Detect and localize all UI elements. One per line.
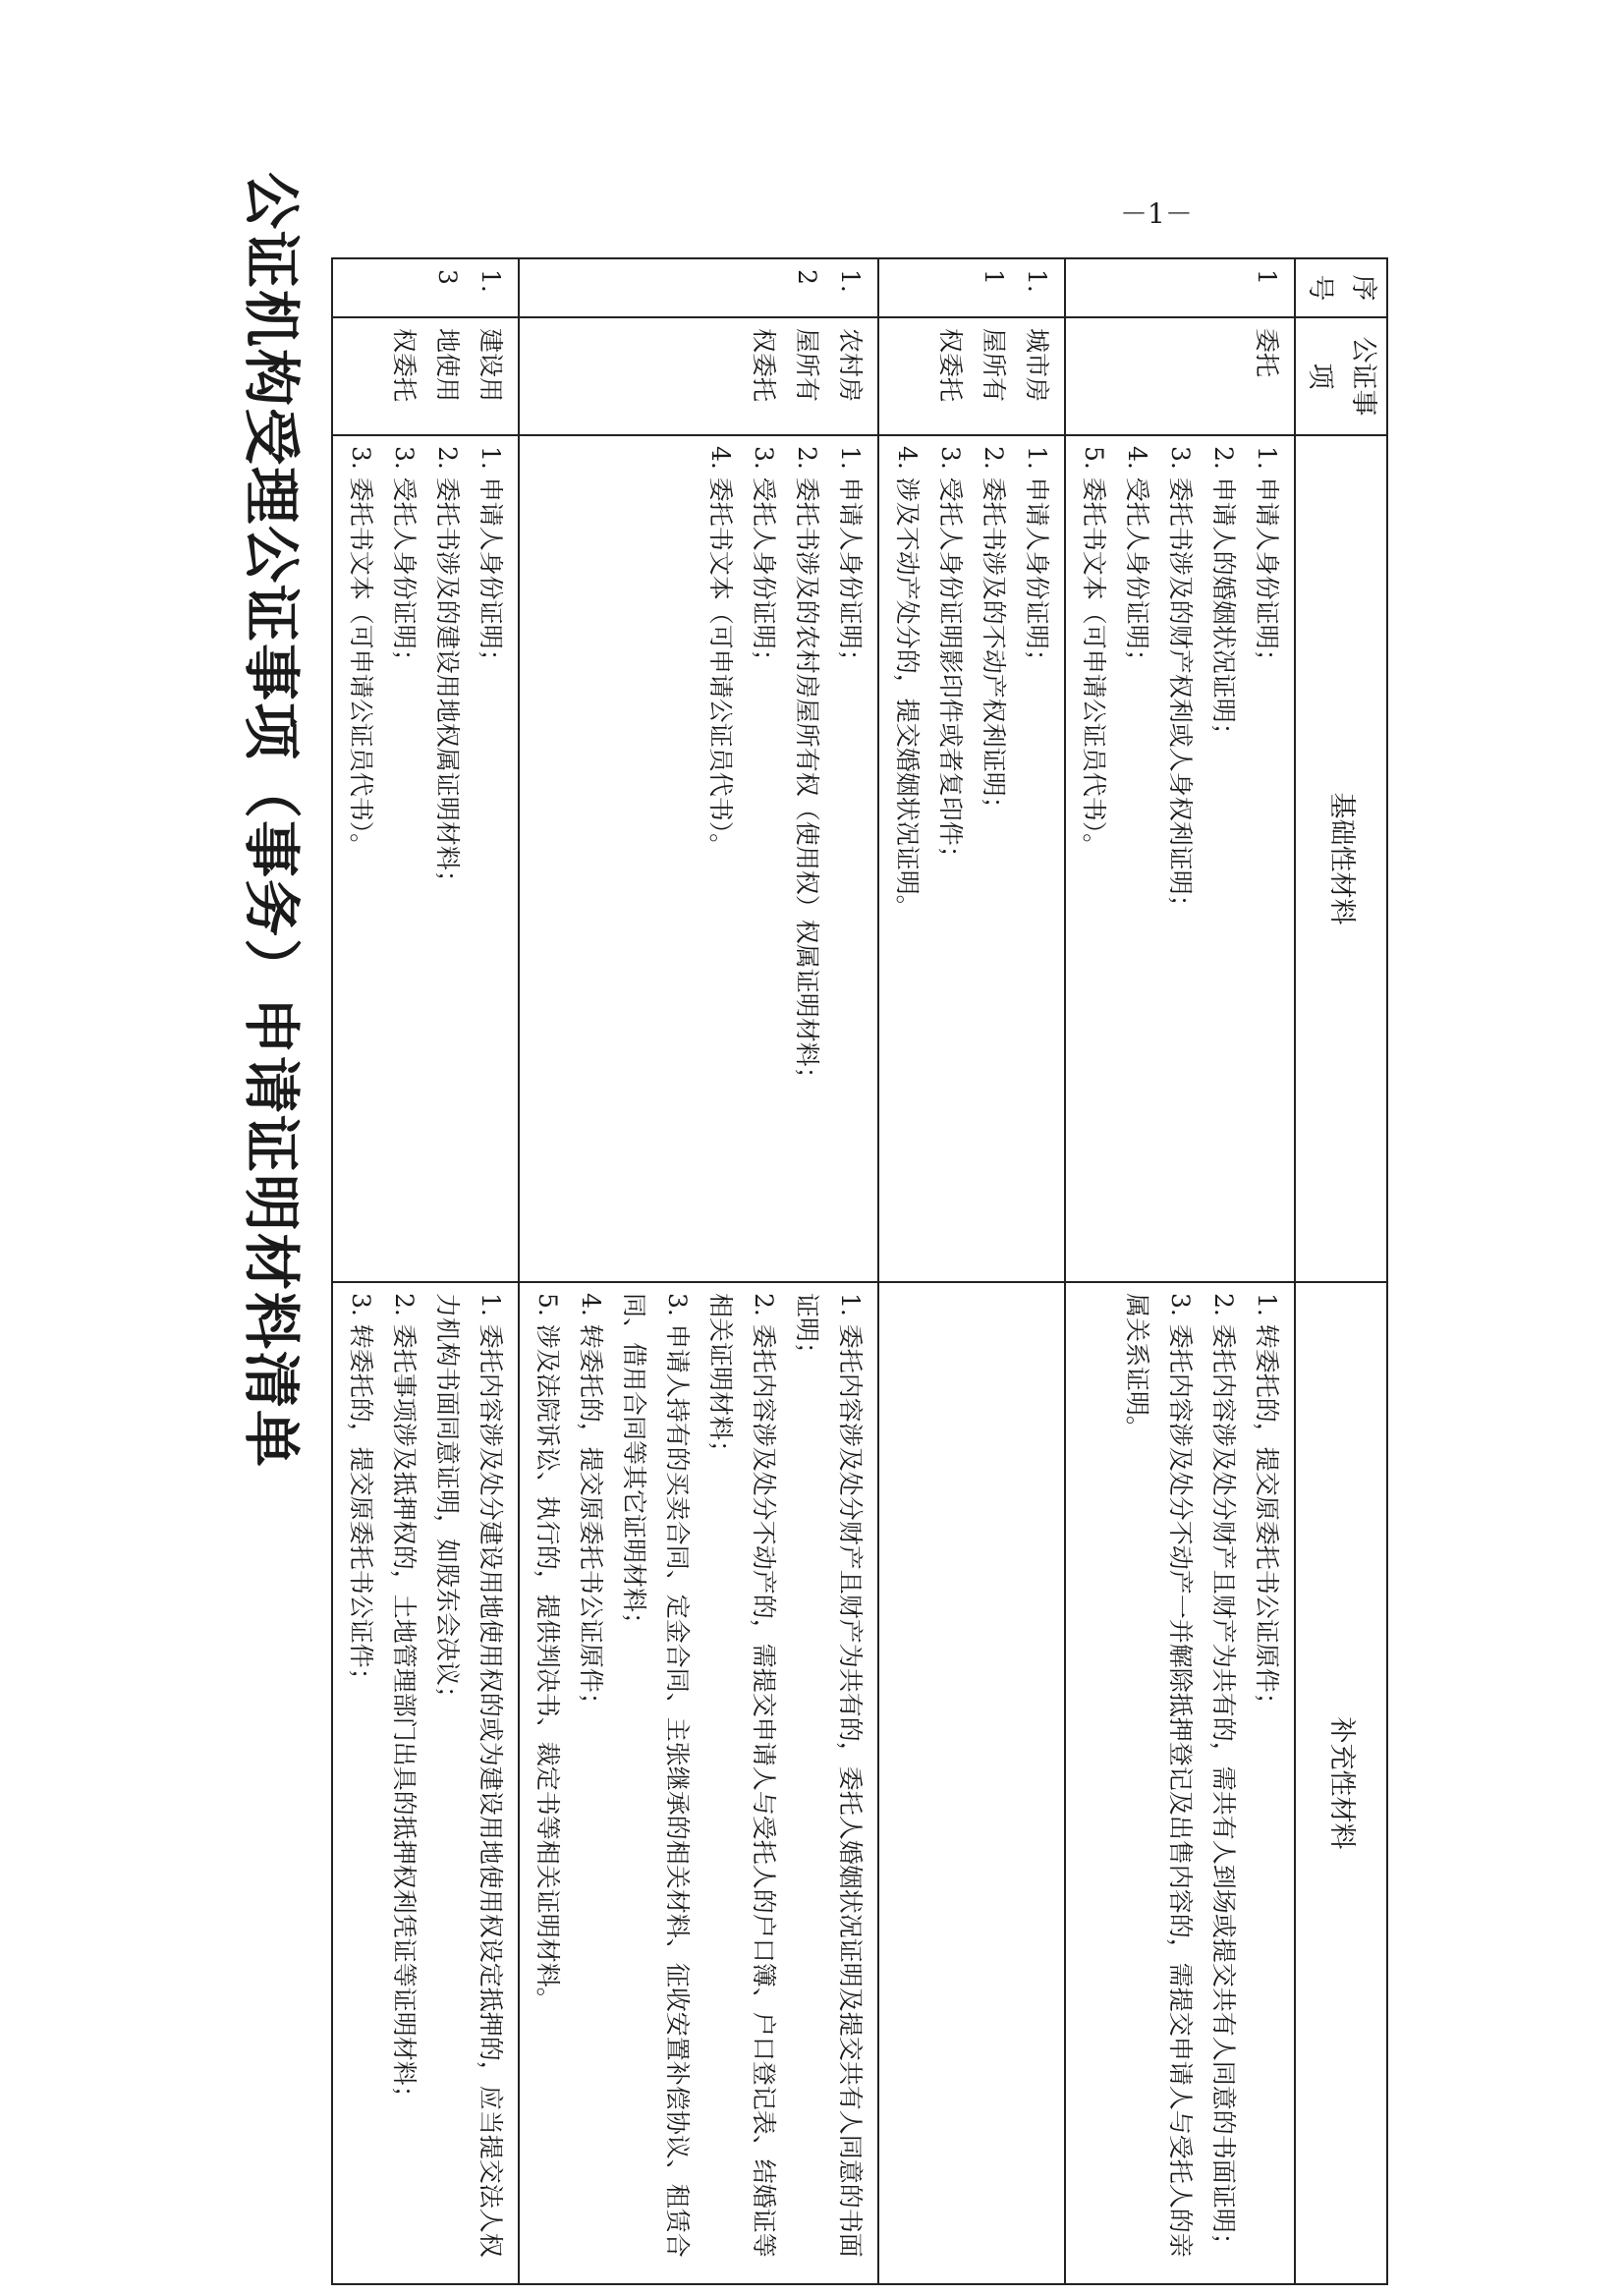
- cell-basic: [332, 435, 519, 1282]
- header-basic: 基础性材料: [1295, 435, 1387, 1282]
- extra-material-line: 3. 委托内容涉及处分不动产一并解除抵押登记及出售内容的，需提交申请人与受托人的亲属关系证明。: [1123, 1293, 1195, 2258]
- cell-extra: [332, 1282, 519, 2284]
- table-row: [1065, 258, 1295, 2284]
- table-row: [519, 258, 878, 2284]
- extra-material-line: 2. 委托内容涉及处分财产且财产为共有的，需共有人到场或提交共有人同意的书面证明；: [1209, 1293, 1238, 2258]
- cell-no: 1.1: [878, 258, 1065, 317]
- cell-item: 城市房屋所有权委托: [878, 317, 1065, 435]
- extra-material-line: 3. 申请人持有的买卖合同、定金合同、主张继承的相关材料、征收安置补偿协议、租赁合同、借用合同等其它证明材料；: [620, 1293, 692, 2258]
- extra-material-line: 3. 转委托的，提交原委托书公证件；: [347, 1293, 375, 1693]
- cell-no: 1.3: [332, 258, 519, 317]
- basic-material-line: 3. 受托人身份证明；: [390, 446, 419, 674]
- basic-material-line: 3. 受托人身份证明影印件或者复印件；: [936, 446, 965, 870]
- basic-material-line: 3. 委托书文本（可申请公证员代书）。: [347, 446, 375, 859]
- cell-item: 建设用地使用权委托: [332, 317, 519, 435]
- extra-material-line: 5. 涉及法院诉讼、执行的，提供判决书、裁定书等相关证明材料。: [533, 1293, 562, 2012]
- basic-material-line: 3. 受托人身份证明；: [750, 446, 778, 674]
- header-no: 序号: [1295, 258, 1387, 317]
- basic-material-line: 5. 委托书文本（可申请公证员代书）。: [1080, 446, 1108, 859]
- table-header-row: [1295, 258, 1387, 2284]
- cell-item: 农村房屋所有权委托: [519, 317, 878, 435]
- basic-material-line: 4. 受托人身份证明；: [1123, 446, 1151, 674]
- basic-material-line: 4. 涉及不动产处分的，提交婚姻状况证明。: [893, 446, 922, 920]
- extra-material-line: 1. 委托内容涉及处分建设用地使用权的或为建设用地使用权设定抵押的，应当提交法人权力机构书面同意证明，如股东会决议；: [433, 1293, 505, 2258]
- basic-material-line: 1. 申请人身份证明；: [476, 446, 505, 674]
- basic-material-line: 1. 申请人身份证明；: [836, 446, 865, 674]
- basic-material-line: 1. 申请人身份证明；: [1023, 446, 1051, 674]
- extra-material-line: 1. 转委托的，提交原委托书公证原件；: [1253, 1293, 1281, 1717]
- cell-basic: [878, 435, 1065, 1282]
- cell-extra: [1065, 1282, 1295, 2284]
- basic-material-line: 2. 委托书涉及的不动产权利证明；: [980, 446, 1008, 821]
- cell-extra: [519, 1282, 878, 2284]
- cell-no: 1.2: [519, 258, 878, 317]
- extra-material-line: 4. 转委托的，提交原委托书公证原件；: [577, 1293, 605, 1717]
- basic-material-line: 2. 委托书涉及的农村房屋所有权（使用权）权属证明材料；: [793, 446, 821, 1092]
- page-number: －1－: [1120, 197, 1193, 230]
- extra-material-line: 2. 委托内容涉及处分不动产的，需提交申请人与受托人的户口簿、户口登记表、结婚证等相关证明材料；: [706, 1293, 778, 2258]
- extra-material-line: 2. 委托事项涉及抵押权的，土地管理部门出具的抵押权利凭证等证明材料；: [390, 1293, 419, 2110]
- extra-material-line: 1. 委托内容涉及处分财产且财产为共有的，委托人婚姻状况证明及提交共有人同意的书面证明；: [793, 1293, 865, 2258]
- cell-no: 1: [1065, 258, 1295, 317]
- cell-basic: [519, 435, 878, 1282]
- cell-basic: [1065, 435, 1295, 1282]
- table-body: [332, 258, 1295, 2284]
- header-item: 公证事项: [1295, 317, 1387, 435]
- basic-material-line: 2. 申请人的婚姻状况证明；: [1209, 446, 1238, 748]
- basic-material-line: 3. 委托书涉及的财产权利或人身权利证明；: [1166, 446, 1195, 920]
- materials-table: [331, 257, 1388, 2285]
- header-extra: 补充性材料: [1295, 1282, 1387, 2284]
- table-row: [878, 258, 1065, 2284]
- cell-extra: [878, 1282, 1065, 2284]
- basic-material-line: 4. 委托书文本（可申请公证员代书）。: [706, 446, 735, 859]
- basic-material-line: 2. 委托书涉及的建设用地权属证明材料；: [433, 446, 462, 895]
- basic-material-line: 1. 申请人身份证明；: [1253, 446, 1281, 674]
- cell-item: 委托: [1065, 317, 1295, 435]
- document-title: 公证机构受理公证事项（事务）申请证明材料清单: [238, 172, 305, 1470]
- table-row: [332, 258, 519, 2284]
